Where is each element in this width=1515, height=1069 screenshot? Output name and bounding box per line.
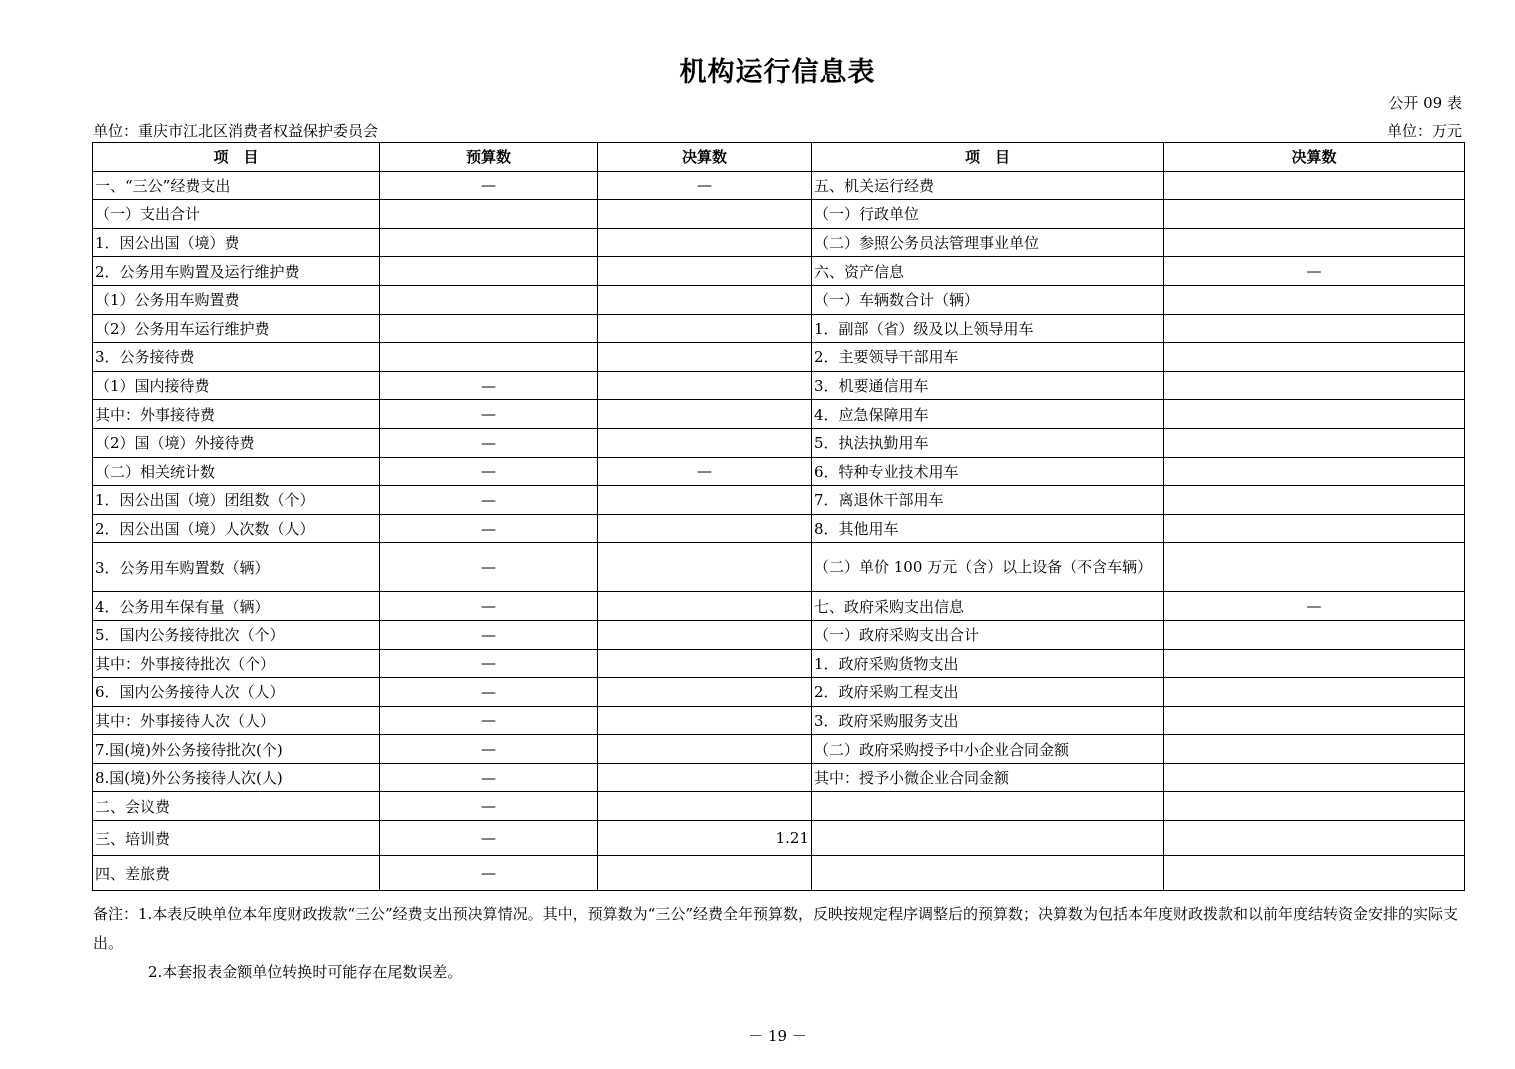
actual-cell: [598, 400, 812, 429]
right-item-cell: 3．政府采购服务支出: [812, 706, 1164, 735]
left-item-cell: 8.国(境)外公务接待人次(人): [93, 763, 380, 792]
right-item-cell: 1．政府采购货物支出: [812, 649, 1164, 678]
right-actual-cell: [1164, 171, 1465, 200]
budget-cell: [380, 343, 598, 372]
budget-cell: —: [380, 457, 598, 486]
table-row: [93, 314, 1465, 343]
right-actual-cell: —: [1164, 257, 1465, 286]
left-item-cell: 二、会议费: [93, 792, 380, 821]
budget-cell: —: [380, 678, 598, 707]
right-actual-cell: [1164, 678, 1465, 707]
right-actual-cell: [1164, 706, 1465, 735]
right-item-cell: 8．其他用车: [812, 514, 1164, 543]
right-actual-cell: [1164, 400, 1465, 429]
budget-cell: [380, 200, 598, 229]
budget-cell: —: [380, 400, 598, 429]
budget-cell: —: [380, 620, 598, 649]
right-item-cell: （二）参照公务员法管理事业单位: [812, 228, 1164, 257]
left-item-cell: （1）公务用车购置费: [93, 285, 380, 314]
table-row: [93, 792, 1465, 821]
actual-cell: [598, 735, 812, 764]
actual-cell: [598, 620, 812, 649]
budget-cell: —: [380, 856, 598, 891]
budget-cell: —: [380, 763, 598, 792]
actual-cell: [598, 706, 812, 735]
right-actual-cell: [1164, 543, 1465, 592]
budget-cell: [380, 257, 598, 286]
notes: [93, 900, 1468, 987]
right-actual-cell: [1164, 620, 1465, 649]
actual-cell: [598, 428, 812, 457]
budget-cell: —: [380, 592, 598, 621]
right-item-cell: 5．执法执勤用车: [812, 428, 1164, 457]
left-item-cell: 3．公务用车购置数（辆）: [93, 543, 380, 592]
header-actual-left: 决算数: [598, 143, 812, 172]
actual-cell: —: [598, 171, 812, 200]
left-item-cell: 三、培训费: [93, 821, 380, 856]
table-row: [93, 171, 1465, 200]
right-actual-cell: [1164, 856, 1465, 891]
budget-cell: —: [380, 171, 598, 200]
actual-cell: [598, 592, 812, 621]
table-row: [93, 543, 1465, 592]
left-item-cell: 其中：外事接待费: [93, 400, 380, 429]
table-row: [93, 763, 1465, 792]
reporting-unit: 单位：重庆市江北区消费者权益保护委员会: [93, 122, 379, 140]
right-actual-cell: —: [1164, 592, 1465, 621]
left-item-cell: 1．因公出国（境）团组数（个）: [93, 486, 380, 515]
actual-cell: 1.21: [598, 821, 812, 856]
right-item-cell: [812, 821, 1164, 856]
left-item-cell: 3．公务接待费: [93, 343, 380, 372]
left-item-cell: 其中：外事接待批次（个）: [93, 649, 380, 678]
actual-cell: [598, 257, 812, 286]
table-row: [93, 228, 1465, 257]
right-item-cell: 6．特种专业技术用车: [812, 457, 1164, 486]
table-row: [93, 821, 1465, 856]
header-item-left: 项 目: [93, 143, 380, 172]
left-item-cell: （1）国内接待费: [93, 371, 380, 400]
right-item-cell: 五、机关运行经费: [812, 171, 1164, 200]
budget-cell: —: [380, 371, 598, 400]
table-row: [93, 200, 1465, 229]
left-item-cell: 4．公务用车保有量（辆）: [93, 592, 380, 621]
right-actual-cell: [1164, 200, 1465, 229]
actual-cell: —: [598, 457, 812, 486]
right-item-cell: 3．机要通信用车: [812, 371, 1164, 400]
table-row: [93, 620, 1465, 649]
header-item-right: 项 目: [812, 143, 1164, 172]
actual-cell: [598, 343, 812, 372]
right-item-cell: 七、政府采购支出信息: [812, 592, 1164, 621]
currency-unit: 单位：万元: [1386, 122, 1462, 140]
right-actual-cell: [1164, 514, 1465, 543]
right-actual-cell: [1164, 371, 1465, 400]
actual-cell: [598, 314, 812, 343]
form-code: 公开 09 表: [1388, 94, 1462, 112]
budget-cell: —: [380, 821, 598, 856]
left-item-cell: 四、差旅费: [93, 856, 380, 891]
actual-cell: [598, 514, 812, 543]
right-actual-cell: [1164, 735, 1465, 764]
right-item-cell: 2．政府采购工程支出: [812, 678, 1164, 707]
budget-cell: [380, 285, 598, 314]
left-item-cell: （2）公务用车运行维护费: [93, 314, 380, 343]
right-item-cell: （一）政府采购支出合计: [812, 620, 1164, 649]
actual-cell: [598, 486, 812, 515]
actual-cell: [598, 763, 812, 792]
right-actual-cell: [1164, 285, 1465, 314]
table-body: [93, 171, 1465, 890]
table-row: [93, 514, 1465, 543]
table-row: [93, 706, 1465, 735]
budget-cell: —: [380, 514, 598, 543]
actual-cell: [598, 792, 812, 821]
right-item-cell: （一）行政单位: [812, 200, 1164, 229]
right-item-cell: 其中：授予小微企业合同金额: [812, 763, 1164, 792]
right-actual-cell: [1164, 821, 1465, 856]
left-item-cell: （2）国（境）外接待费: [93, 428, 380, 457]
table-row: [93, 343, 1465, 372]
right-actual-cell: [1164, 343, 1465, 372]
right-item-cell: （一）车辆数合计（辆）: [812, 285, 1164, 314]
budget-cell: —: [380, 735, 598, 764]
actual-cell: [598, 543, 812, 592]
header-actual-right: 决算数: [1164, 143, 1465, 172]
table-row: [93, 486, 1465, 515]
table-row: [93, 371, 1465, 400]
actual-cell: [598, 285, 812, 314]
budget-cell: [380, 314, 598, 343]
note-1: 备注：1.本表反映单位本年度财政拨款“三公”经费支出预决算情况。其中，预算数为“三公”经费全年预算数，反映按规定程序调整后的预算数；决算数为包括本年度财政拨款和以前年度结转资金安排的实际支出。: [93, 905, 1458, 952]
table-row: [93, 735, 1465, 764]
budget-cell: —: [380, 428, 598, 457]
right-item-cell: 7．离退休干部用车: [812, 486, 1164, 515]
table-row: [93, 257, 1465, 286]
info-table: [92, 142, 1465, 891]
page-title: 机构运行信息表: [679, 57, 876, 88]
left-item-cell: 2．因公出国（境）人次数（人）: [93, 514, 380, 543]
right-actual-cell: [1164, 314, 1465, 343]
page-number: － 19 －: [748, 1027, 807, 1045]
right-actual-cell: [1164, 457, 1465, 486]
right-actual-cell: [1164, 763, 1465, 792]
right-item-cell: （二）政府采购授予中小企业合同金额: [812, 735, 1164, 764]
left-item-cell: 2．公务用车购置及运行维护费: [93, 257, 380, 286]
right-actual-cell: [1164, 228, 1465, 257]
actual-cell: [598, 649, 812, 678]
table-row: [93, 285, 1465, 314]
right-actual-cell: [1164, 649, 1465, 678]
table-row: [93, 592, 1465, 621]
budget-cell: —: [380, 706, 598, 735]
table-row: [93, 678, 1465, 707]
budget-cell: [380, 228, 598, 257]
right-item-cell: 2．主要领导干部用车: [812, 343, 1164, 372]
note-2: 2.本套报表金额单位转换时可能存在尾数误差。: [148, 963, 463, 981]
table-row: [93, 428, 1465, 457]
header-budget: 预算数: [380, 143, 598, 172]
left-item-cell: 5．国内公务接待批次（个）: [93, 620, 380, 649]
right-item-cell: [812, 856, 1164, 891]
table-row: [93, 457, 1465, 486]
actual-cell: [598, 228, 812, 257]
actual-cell: [598, 371, 812, 400]
left-item-cell: （一）支出合计: [93, 200, 380, 229]
left-item-cell: （二）相关统计数: [93, 457, 380, 486]
actual-cell: [598, 200, 812, 229]
right-item-cell: [812, 792, 1164, 821]
right-item-cell: 六、资产信息: [812, 257, 1164, 286]
budget-cell: —: [380, 792, 598, 821]
actual-cell: [598, 856, 812, 891]
right-actual-cell: [1164, 792, 1465, 821]
left-item-cell: 7.国(境)外公务接待批次(个): [93, 735, 380, 764]
right-item-cell: （二）单价 100 万元（含）以上设备（不含车辆）: [812, 543, 1164, 592]
right-item-cell: 4．应急保障用车: [812, 400, 1164, 429]
budget-cell: —: [380, 543, 598, 592]
table-row: [93, 400, 1465, 429]
table-row: [93, 856, 1465, 891]
table-header-row: [93, 143, 1465, 172]
left-item-cell: 1．因公出国（境）费: [93, 228, 380, 257]
right-item-cell: 1．副部（省）级及以上领导用车: [812, 314, 1164, 343]
left-item-cell: 其中：外事接待人次（人）: [93, 706, 380, 735]
budget-cell: —: [380, 649, 598, 678]
table-row: [93, 649, 1465, 678]
right-actual-cell: [1164, 486, 1465, 515]
actual-cell: [598, 678, 812, 707]
budget-cell: —: [380, 486, 598, 515]
left-item-cell: 一、“三公”经费支出: [93, 171, 380, 200]
left-item-cell: 6．国内公务接待人次（人）: [93, 678, 380, 707]
right-actual-cell: [1164, 428, 1465, 457]
